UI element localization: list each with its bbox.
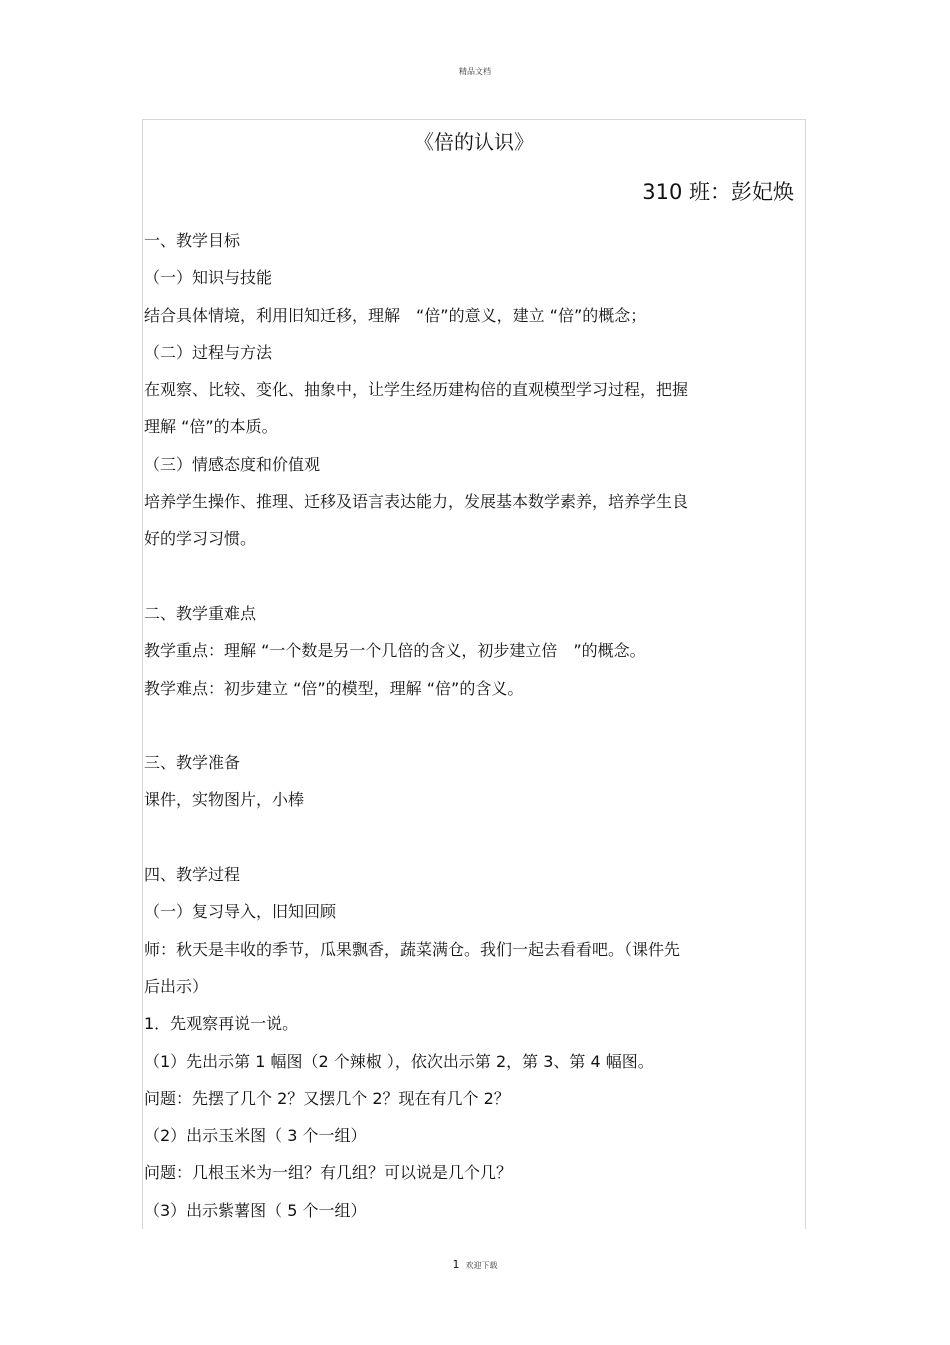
- body-line: 培养学生操作、推理、迁移及语言表达能力，发展基本数学素养，培养学生良: [144, 492, 689, 512]
- blank-line: [144, 707, 784, 744]
- body-line: 师：秋天是丰收的季节，瓜果飘香，蔬菜满仓。我们一起去看看吧。（课件先: [144, 939, 681, 959]
- body-line: 后出示）: [144, 976, 209, 996]
- body-line: 四、教学过程: [144, 865, 241, 885]
- body-line: （三）情感态度和价值观: [144, 454, 321, 474]
- body-line: （3）出示紫薯图（ 5 个一组）: [144, 1200, 367, 1220]
- body-line: 教学重点：理解 “一个数是另一个几倍的含义，初步建立倍 ”的概念。: [144, 641, 646, 661]
- footer-label: 欢迎下载: [465, 1261, 498, 1270]
- body-line: 在观察、比较、变化、抽象中，让学生经历建构倍的直观模型学习过程，把握: [144, 380, 689, 400]
- page-footer: [0, 1258, 950, 1271]
- body-line: 问题：几根玉米为一组？有几组？可以说是几个几？: [144, 1163, 513, 1183]
- body-line: 好的学习习惯。: [144, 529, 257, 549]
- document-title: 《倍的认识》: [414, 130, 534, 154]
- body-line: 课件，实物图片，小棒: [144, 790, 305, 810]
- body-line: 一、教学目标: [144, 231, 241, 250]
- body-line: 教学难点：初步建立 “倍”的模型，理解 “倍”的含义。: [144, 678, 524, 698]
- body-line: 理解 “倍”的本质。: [144, 417, 278, 437]
- blank-line: [144, 558, 784, 595]
- blank-line: [144, 819, 784, 856]
- header-watermark: 精品文档: [459, 67, 491, 76]
- body-line: 1．先观察再说一说。: [144, 1014, 299, 1034]
- body-line: （2）出示玉米图（ 3 个一组）: [144, 1126, 367, 1146]
- page-number: 1: [452, 1258, 460, 1271]
- body-line: 三、教学准备: [144, 753, 241, 773]
- class-author-line: 310 班：彭妃焕: [642, 180, 794, 204]
- body-line: （1）先出示第 1 幅图（2 个辣椒 ），依次出示第 2，第 3、第 4 幅图。: [144, 1051, 654, 1071]
- body-line: （一）知识与技能: [144, 268, 273, 288]
- body-line: 问题：先摆了几个 2？又摆几个 2？现在有几个 2？: [144, 1088, 510, 1108]
- body-line: 结合具体情境，利用旧知迁移，理解 “倍”的意义，建立 “倍”的概念；: [144, 305, 647, 325]
- document-body: [144, 222, 784, 1229]
- body-line: （二）过程与方法: [144, 342, 273, 362]
- body-line: 二、教学重难点: [144, 603, 257, 623]
- body-line: （一）复习导入，旧知回顾: [144, 902, 337, 922]
